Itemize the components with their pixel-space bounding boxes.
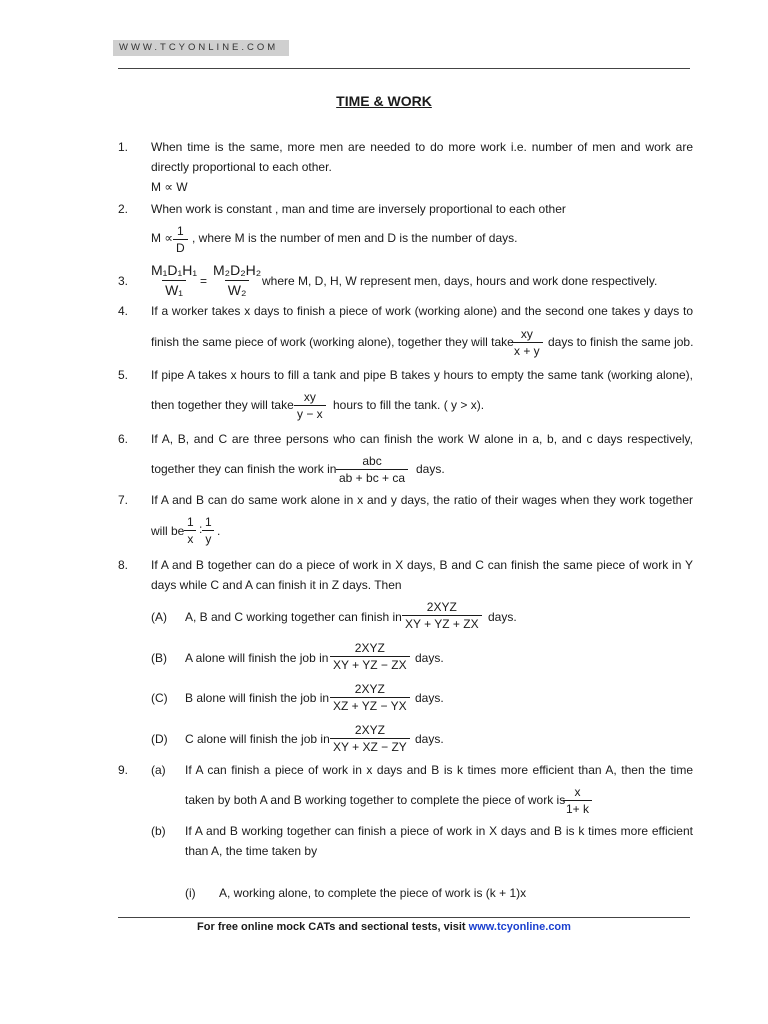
item-text: If a worker takes x days to finish a piece of work (working alone) and the second one takes y days to xyxy=(151,304,693,318)
item-text: will be xyxy=(151,524,185,538)
item-text: taken by both A and B working together to complete the piece of work is xyxy=(185,793,566,807)
fraction: $\frac{x}{1+ k}$ xyxy=(563,785,592,816)
footer-text: For free online mock CATs and sectional tests, visit xyxy=(197,921,469,933)
item-text: days. xyxy=(415,691,444,705)
item-number: 1. xyxy=(118,140,129,154)
item-text: A, working alone, to complete the piece of work is (k + 1)x xyxy=(219,886,527,900)
item-text: directly proportional to each other. xyxy=(151,160,332,174)
formula: M ∝ W xyxy=(151,180,188,194)
item-text: together they can finish the work in xyxy=(151,462,337,476)
item-text: If A and B working together can finish a piece of work in X days and B is k times more efficient xyxy=(185,824,693,838)
fraction: 2XYZ XY + YZ − ZX xyxy=(330,641,410,672)
item-text: . xyxy=(217,524,221,538)
footer-promo xyxy=(0,921,768,933)
fraction: $\frac{\text{M₁D₁H₁}}{\text{W₁}}$ xyxy=(151,262,198,298)
footer-rule xyxy=(118,917,690,918)
item-text: If A, B, and C are three persons who can finish the work W alone in a, b, and c days respectively, xyxy=(151,432,693,446)
item-text: If A can finish a piece of work in x days and B is k times more efficient than A, then the time xyxy=(185,763,693,777)
item-number: 4. xyxy=(118,304,129,318)
fraction: 2XYZ XY + XZ − ZY xyxy=(330,723,410,754)
item-number: 9. xyxy=(118,763,129,777)
sub-item-label: (C) xyxy=(151,691,168,705)
site-url-tag: WWW.TCYONLINE.COM xyxy=(113,40,289,56)
fraction: $\frac{1}{x}$ xyxy=(184,515,197,546)
fraction: $\frac{1}{D}$ xyxy=(173,224,188,255)
item-text: If A and B together can do a piece of work in X days, B and C can finish the same piece of work in Y xyxy=(151,558,693,572)
item-text: days while C and A can finish it in Z days. Then xyxy=(151,578,402,592)
page-title: TIME & WORK xyxy=(336,93,432,109)
fraction: 2XYZ XZ + YZ − YX xyxy=(330,682,410,713)
sub-item-label: (i) xyxy=(185,886,196,900)
fraction: $\frac{1}{y}$ xyxy=(202,515,215,546)
ratio-colon: : xyxy=(199,522,203,536)
item-text: If pipe A takes x hours to fill a tank and pipe B takes y hours to empty the same tank (working alone), xyxy=(151,368,693,382)
item-number: 3. xyxy=(118,274,129,288)
item-text: where M, D, H, W represent men, days, hours and work done respectively. xyxy=(262,274,658,288)
item-text: days. xyxy=(415,651,444,665)
item-text: C alone will finish the job in xyxy=(185,732,330,746)
item-text: than A, the time taken by xyxy=(185,844,318,858)
sub-item-label: (a) xyxy=(151,763,166,777)
sub-item-label: (B) xyxy=(151,651,167,665)
equals-sign: = xyxy=(200,274,208,288)
fraction: 2XYZ XY + YZ + ZX xyxy=(402,600,482,631)
item-text: days. xyxy=(415,732,444,746)
footer-link[interactable]: www.tcyonline.com xyxy=(468,921,571,933)
fraction: $\frac{xy}{y - x}$ xyxy=(294,390,326,421)
item-text: days to finish the same job. xyxy=(548,335,694,349)
item-number: 5. xyxy=(118,368,129,382)
formula: M ∝ xyxy=(151,231,173,245)
item-text: When work is constant , man and time are inversely proportional to each other xyxy=(151,202,566,216)
item-text: B alone will finish the job in xyxy=(185,691,330,705)
item-text: days. xyxy=(416,462,445,476)
item-text: finish the same piece of work (working alone), together they will take xyxy=(151,335,514,349)
item-number: 2. xyxy=(118,202,129,216)
item-text: hours to fill the tank. ( y > x). xyxy=(333,398,485,412)
item-number: 8. xyxy=(118,558,129,572)
item-number: 7. xyxy=(118,493,129,507)
sub-item-label: (A) xyxy=(151,610,167,624)
item-text: days. xyxy=(488,610,517,624)
item-number: 6. xyxy=(118,432,129,446)
fraction: abc ab + bc + ca xyxy=(336,454,408,485)
item-text: A, B and C working together can finish in xyxy=(185,610,402,624)
item-text: If A and B can do same work alone in x and y days, the ratio of their wages when they work together xyxy=(151,493,693,507)
sub-item-label: (b) xyxy=(151,824,166,838)
item-text: , where M is the number of men and D is the number of days. xyxy=(192,231,518,245)
item-text: then together they will take xyxy=(151,398,294,412)
header-rule xyxy=(118,68,690,69)
item-text: When time is the same, more men are needed to do more work i.e. number of men and work are xyxy=(151,140,693,154)
fraction: $\frac{\text{M₂D₂H₂}}{\text{W₂}}$ xyxy=(213,262,262,298)
item-text: A alone will finish the job in xyxy=(185,651,329,665)
sub-item-label: (D) xyxy=(151,732,168,746)
fraction: $\frac{xy}{x + y}$ xyxy=(511,327,543,358)
